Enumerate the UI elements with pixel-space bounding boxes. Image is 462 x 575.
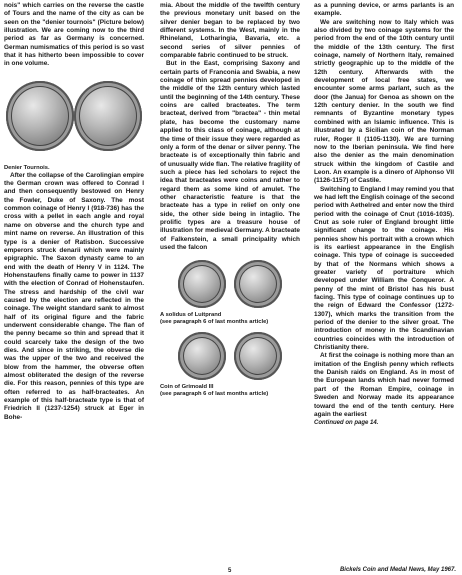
coin-photo-solidus (160, 258, 300, 308)
coin-obverse-image (178, 332, 226, 380)
coin-obverse-image (178, 260, 226, 308)
continued-note: Continued on page 14. (314, 420, 379, 427)
paragraph: nois" which carries on the reverse the castle of Tours and the name of the city as can be seen on the "denier tournois" (Picture below) illustration. We are coming now to the third period as far as Germany is concerned. German numismatics of this period is so vast that it has hitherto been impossible to cover in one volume. (4, 2, 144, 68)
coin-photo-denier-tournois (4, 77, 144, 161)
column-middle (160, 2, 300, 398)
coin-reverse-image (234, 260, 282, 308)
paragraph: We are switching now to Italy which was also divided by two coinage systems for the period from the end of the 10th century until the middle of the 13th century. The first coinage, namely of Northern Italy, remained strictly geographic up to the middle of the 12th century. Afterwards with the development of local free states, we encounter some arms parlant, such as the door (the Janua) for Genoa as shown on the 12th century denier. In the south we find remnants of Byzantine monetary types combined with an Islamic influence. This is illustrated by a Sicilian coin of the Norman ruler, Roger II (1105-1130). We are turning now to the Iberian peninsula. We find here also the denier as the main denomination struck within the kingdom of Castile and Leon. An example is a dinero of Alphonso VII (1126-1157) of Castile. (314, 18, 454, 185)
paragraph: as a punning device, or arms parlants is an example. (314, 2, 454, 18)
paragraph: At first the coinage is nothing more than an imitation of the English penny which reflects the Danish raids on England. As in most of the European lands which had never formed part of the Roman Empire, coinage in Sweden and Norway made its appearance toward the end of the tenth century. Here again the earliest (314, 352, 454, 418)
paragraph: mia. About the middle of the twelfth century the previous monetary unit based on the silver denier began to be replaced by two different systems. In the West, mainly in the Rhineland, Lotharingia, Bavaria, etc. a second series of silver pennies of comparable fabric continued to be struck. (160, 2, 300, 60)
journal-footer: Bickels Coin and Medal News, May 1967. (339, 567, 456, 573)
photo-caption (160, 312, 300, 326)
paragraph: But in the East, comprising Saxony and certain parts of Franconia and Swabia, a new coinage of thin spread pennies developed in the middle of the 12th century which lasted until the beginning of the 14th century. These coins are called bracteates. The term bracteat, derived from "bractea" - thin metal plate, has become the customary name applied to this class of coinage, although at the time of their issue they were regarded as only a form of the denar or silver penny. The bracteate is of exceptionally thin fabric and of unusually wide flan. The relative fragility of such a piece has led scholars to reject the idea that bracteates were coins and rather to regard them as some kind of amulet. The other characteristic feature is that the bracteate has a type in relief on only one side, the other side being in intaglio. The prolific types are a treasure house of illustration for medieval Germany. A bracteate of Falkenstein, a small principality which used the falcon (160, 60, 300, 251)
caption-title: A solidus of Luitprand (160, 312, 222, 319)
page-number: 5 (228, 568, 232, 574)
coin-reverse-image (234, 332, 282, 380)
photo-caption (160, 384, 300, 398)
column-right (314, 2, 454, 428)
photo-caption: Denier Tournois. (4, 164, 50, 171)
coin-reverse-image (74, 81, 142, 151)
caption-note: (see paragraph 6 of last months article) (160, 391, 269, 398)
column-left (4, 2, 144, 422)
coin-obverse-image (6, 81, 74, 151)
caption-note: (see paragraph 6 of last months article) (160, 319, 269, 326)
paragraph: Switching to England I may remind you that we had left the English coinage of the second period with Aethelred and enter now the third period with the coinage of Cnut (1016-1035). Cnut as sole ruler of England brought little significant change to the coinage. His pennies show his portrait with a crown which is its earliest appearance in the English coinage. This type of coinage is succeeded by that of the Normans which shows a greater variety of portraiture which developed under William the Conqueror. A penny of the mint of Bristol has his bust facing. This type of coinage continues up to the reign of Edward the Confessor (1272-1307), which marks the transition from the period of the denier to the silver groat. The introduction of money in the Scandinavian countries coincides with the introduction of Christianity there. (314, 185, 454, 352)
coin-photo-grimoald (160, 330, 300, 380)
paragraph: After the collapse of the Carolingian empire the German crown was offered to Conrad I and then consequently bestowed on Henry the Fowler, Duke of Saxony. The most common coinage of Henry I (918-736) has the cross with a pellet in each angle and royal name on obverse and the church type and mint name on reverse. An illustration of this type is a denier of Ratisbon. Successive emperors struck denarii which were mainly epigraphic. The Saxon dynasty came to an end with the death of Henry V in 1124. The Hohenstaufens finally came to power in 1137 with the election of Conrad of Hohenstaufen. The stress and hardship of the civil war caused by the election are reflected in the coinage. The weight standard sank to almost half of its original figure and the fabric underwent considerable change. The flan of the penny became so thin and spread that it could scarcely take the design of the two dies. And since in striking, the obverse die was the upper of the two and received the blow from the hammer, the obverse often almost obliterated the design of the reverse die. For this reason, pennies of this type are often referred to as half-bracteates. An example of this half-bracteate type is that of Friedrich II (1237-1254) struck at Eger in Bohe- (4, 171, 144, 421)
caption-title: Coin of Grimoald III (160, 384, 214, 391)
